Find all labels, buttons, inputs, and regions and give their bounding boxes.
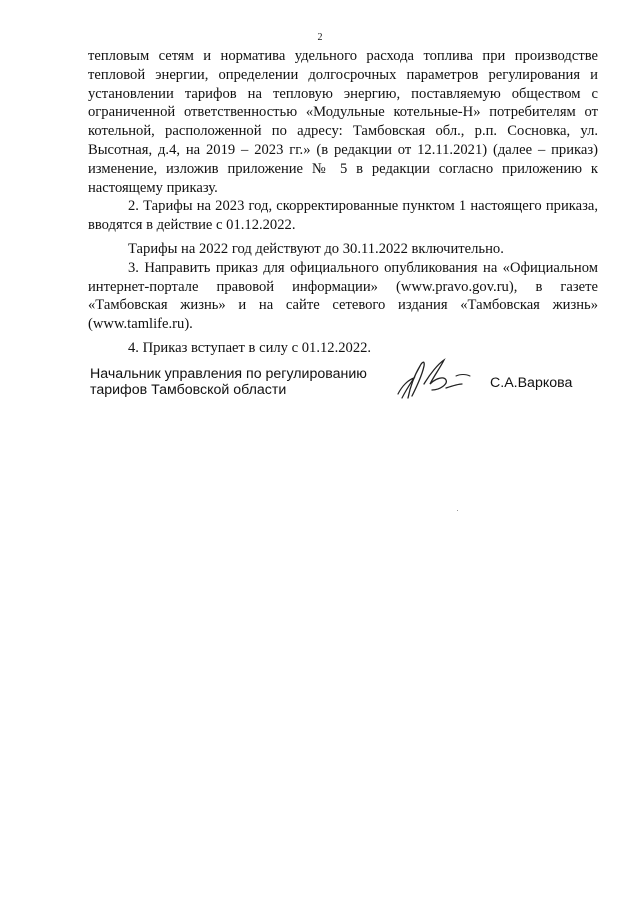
paragraph-item-4: 4. Приказ вступает в силу с 01.12.2022.	[128, 339, 372, 356]
paragraph-item-3: 3. Направить приказ для официального опубликования на «Официальном интернет-портале правовой информации» (www.pravo.gov.ru), в газете «Тамбовская жизнь» и на сайте сетевого издания «Тамбовская жизнь» (www.tamlife.ru).	[88, 259, 598, 333]
signer-title-line-2: тарифов Тамбовской области	[90, 382, 287, 398]
paragraph-tariffs-2022: Тарифы на 2022 год действуют до 30.11.2022 включительно.	[128, 240, 504, 257]
signature-block	[90, 366, 610, 416]
handwritten-signature	[394, 354, 478, 406]
document-body	[88, 47, 598, 358]
signer-title-line-1: Начальник управления по регулированию	[90, 366, 367, 382]
paragraph-item-2: 2. Тарифы на 2023 год, скорректированные пунктом 1 настоящего приказа, вводятся в действие с 01.12.2022.	[88, 198, 598, 234]
signer-name: С.А.Варкова	[490, 375, 573, 391]
paragraph-continuation: тепловым сетям и норматива удельного расхода топлива при производстве тепловой энергии, определении долгосрочных параметров регулирования и установлении тарифов на тепловую энергию, поставляемую обществом с ограниченной ответственностью «Модульные котельные-Н» потребителям от котельной, расположенной по адресу: Тамбовская обл., р.п. Сосновка, ул. Высотная, д.4, на 2019 – 2023 гг.» (в редакции от 12.11.2021) (далее – приказ) изменение, изложив приложение № 5 в редакции согласно приложению к настоящему приказу.	[88, 48, 598, 196]
signer-title	[90, 366, 367, 398]
page-number: 2	[317, 32, 323, 43]
scan-speck	[457, 510, 458, 511]
